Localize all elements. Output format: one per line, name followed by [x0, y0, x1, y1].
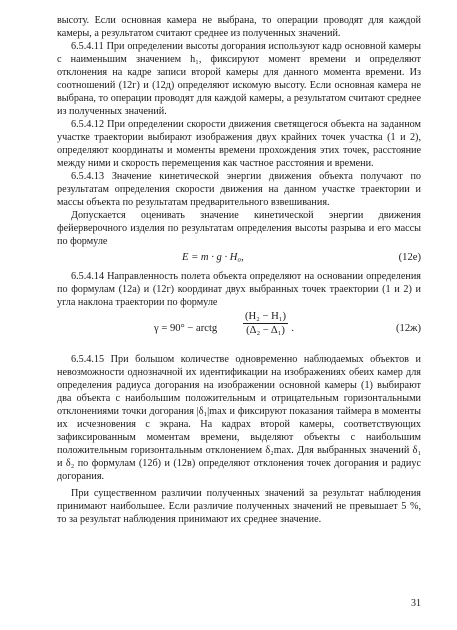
- paragraph-result-rule: При существенном различии полученных значений за результат наблюдения принимают наибольшее. Если различие полученных значений не превышает 5 %, то за результат наблюдения принимают их среднее значение.: [57, 488, 421, 525]
- fraction-bar: [243, 323, 288, 324]
- formula-number: (12е): [398, 252, 421, 263]
- formula-denominator: (Δ₂ − Δ₁): [246, 325, 285, 336]
- formula-number: (12ж): [396, 323, 421, 334]
- formula-lhs: γ = 90° − arctg: [154, 323, 218, 334]
- page-number: 31: [411, 598, 421, 609]
- formula-expression: E = m · g · H₀,: [182, 252, 244, 263]
- formula-trajectory-angle: [57, 311, 421, 349]
- paragraph-6-5-4-14: 6.5.4.14 Направленность полета объекта определяют на основании определения по формулам (12а) и (12г) координат двух выбранных точек траектории (1 и 2) и угла наклона траектории по формуле: [57, 271, 421, 308]
- paragraph-continued: высоту. Если основная камера не выбрана, то операции проводят для каждой камеры, а результатом считают среднее из полученных значений.: [57, 15, 421, 39]
- paragraph-6-5-4-13: 6.5.4.13 Значение кинетической энергии движения объекта получают по результатам определения скорости движения на данном участке траектории и массы объекта по результатам предварительного взвешивания.: [57, 171, 421, 208]
- paragraph-6-5-4-12: 6.5.4.12 При определении скорости движения светящегося объекта на заданном участке траектории выбирают изображения двух крайних точек участка (1 и 2), определяют координаты и моменты времени прохождения этих точек, расстояние между ними и скорость перемещения как частное расстояния и времени.: [57, 119, 421, 169]
- formula-fraction: (H₂ − H₁) (Δ₂ − Δ₁) .: [245, 311, 295, 336]
- formula-kinetic-energy: [57, 250, 421, 268]
- paragraph-6-5-4-11: 6.5.4.11 При определении высоты догорания используют кадр основной камеры с наименьшим значением h₁, фиксируют момент времени и определяют отклонения на кадре записи второй камеры для данного момента времени. Из соотношений (12г) и (12д) определяют искомую высоту. Если основная камера не выбрана, то операции проводят для каждой камеры, а результатом считают среднее из полученных значений.: [57, 41, 421, 117]
- paragraph-allowed-estimate: Допускается оценивать значение кинетической энергии движения фейерверочного изделия по результатам определения высоты разрыва и его массы по формуле: [57, 210, 421, 247]
- paragraph-6-5-4-15: 6.5.4.15 При большом количестве одновременно наблюдаемых объектов и невозможности однозначной их идентификации на изображениях обеих камер для определения радиуса догорания на изображении основной камеры (1) выбирают два объекта с наибольшим положительным и отрицательным горизонтальными отклонениями точки догорания |δ₁|max и фиксируют показания таймера в моменты их исчезновения с экрана. На кадрах второй камеры, соответствующих зафиксированным моментам времени, выделяют объекты с наибольшим положительным горизонтальным отклонением δ₂max. Для выбранных значений δ₁ и δ₂ по формулам (12б) и (12в) определяют отклонения точек догорания и радиус догорания.: [57, 354, 421, 482]
- formula-numerator: (H₂ − H₁): [245, 311, 287, 322]
